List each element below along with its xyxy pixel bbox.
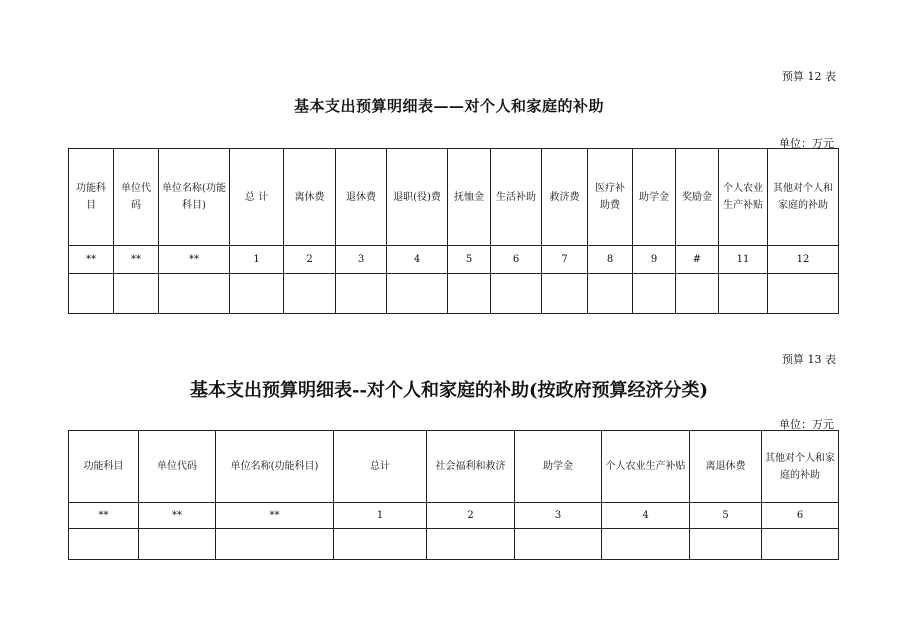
code-cell: ** xyxy=(114,246,159,274)
code-cell: 5 xyxy=(690,503,762,529)
header-cell: 退职(役)费 xyxy=(387,149,448,246)
header-cell: 功能科目 xyxy=(69,149,114,246)
empty-cell xyxy=(69,274,114,314)
table13-title: 基本支出预算明细表--对个人和家庭的补助(按政府预算经济分类) xyxy=(190,380,708,401)
code-cell: ** xyxy=(139,503,216,529)
table13-unit: 单位：万元 xyxy=(779,418,834,431)
code-cell: 2 xyxy=(427,503,515,529)
empty-cell xyxy=(216,529,334,560)
empty-cell xyxy=(284,274,336,314)
empty-cell xyxy=(114,274,159,314)
code-cell: # xyxy=(676,246,719,274)
header-cell: 助学金 xyxy=(515,431,602,503)
header-cell: 奖励金 xyxy=(676,149,719,246)
table13-header-row xyxy=(69,431,839,503)
empty-cell xyxy=(139,529,216,560)
code-cell: 4 xyxy=(387,246,448,274)
header-cell: 离休费 xyxy=(284,149,336,246)
code-cell: 6 xyxy=(762,503,839,529)
table12-code-row xyxy=(69,246,839,274)
table12-unit: 单位：万元 xyxy=(779,137,834,150)
empty-cell xyxy=(159,274,230,314)
code-cell: ** xyxy=(216,503,334,529)
header-cell: 抚恤金 xyxy=(448,149,491,246)
header-cell: 离退休费 xyxy=(690,431,762,503)
empty-cell xyxy=(448,274,491,314)
code-cell: 4 xyxy=(602,503,690,529)
header-cell: 总 计 xyxy=(230,149,284,246)
empty-cell xyxy=(768,274,839,314)
empty-cell xyxy=(427,529,515,560)
code-cell: ** xyxy=(69,246,114,274)
table12-title: 基本支出预算明细表——对个人和家庭的补助 xyxy=(293,97,604,115)
empty-cell xyxy=(387,274,448,314)
code-cell: 7 xyxy=(542,246,588,274)
code-cell: 2 xyxy=(284,246,336,274)
form-number-13: 预算 13 表 xyxy=(782,353,836,366)
table13-code-row xyxy=(69,503,839,529)
code-cell: 6 xyxy=(491,246,542,274)
header-cell: 助学金 xyxy=(633,149,676,246)
header-cell: 个人农业生产补贴 xyxy=(602,431,690,503)
header-cell: 总计 xyxy=(334,431,427,503)
empty-cell xyxy=(336,274,387,314)
code-cell: 8 xyxy=(588,246,633,274)
header-cell: 功能科目 xyxy=(69,431,139,503)
empty-cell xyxy=(690,529,762,560)
empty-cell xyxy=(542,274,588,314)
table12-empty-row xyxy=(69,274,839,314)
empty-cell xyxy=(334,529,427,560)
header-cell: 退休费 xyxy=(336,149,387,246)
code-cell: 11 xyxy=(719,246,768,274)
empty-cell xyxy=(602,529,690,560)
empty-cell xyxy=(676,274,719,314)
empty-cell xyxy=(762,529,839,560)
budget-table-12 xyxy=(68,148,839,314)
code-cell: 1 xyxy=(230,246,284,274)
header-cell: 单位名称(功能科目) xyxy=(159,149,230,246)
code-cell: ** xyxy=(159,246,230,274)
code-cell: ** xyxy=(69,503,139,529)
empty-cell xyxy=(69,529,139,560)
header-cell: 个人农业生产补贴 xyxy=(719,149,768,246)
table12-header-row xyxy=(69,149,839,246)
code-cell: 3 xyxy=(336,246,387,274)
budget-table-13 xyxy=(68,430,839,560)
empty-cell xyxy=(719,274,768,314)
code-cell: 5 xyxy=(448,246,491,274)
header-cell: 单位名称(功能科目) xyxy=(216,431,334,503)
header-cell: 医疗补助费 xyxy=(588,149,633,246)
header-cell: 社会福利和救济 xyxy=(427,431,515,503)
header-cell: 救济费 xyxy=(542,149,588,246)
header-cell: 生活补助 xyxy=(491,149,542,246)
empty-cell xyxy=(230,274,284,314)
code-cell: 12 xyxy=(768,246,839,274)
form-number-12: 预算 12 表 xyxy=(782,70,836,83)
empty-cell xyxy=(588,274,633,314)
empty-cell xyxy=(515,529,602,560)
empty-cell xyxy=(491,274,542,314)
code-cell: 3 xyxy=(515,503,602,529)
header-cell: 其他对个人和家庭的补助 xyxy=(768,149,839,246)
code-cell: 9 xyxy=(633,246,676,274)
table13-empty-row xyxy=(69,529,839,560)
code-cell: 1 xyxy=(334,503,427,529)
header-cell: 单位代码 xyxy=(139,431,216,503)
empty-cell xyxy=(633,274,676,314)
header-cell: 单位代码 xyxy=(114,149,159,246)
header-cell: 其他对个人和家庭的补助 xyxy=(762,431,839,503)
